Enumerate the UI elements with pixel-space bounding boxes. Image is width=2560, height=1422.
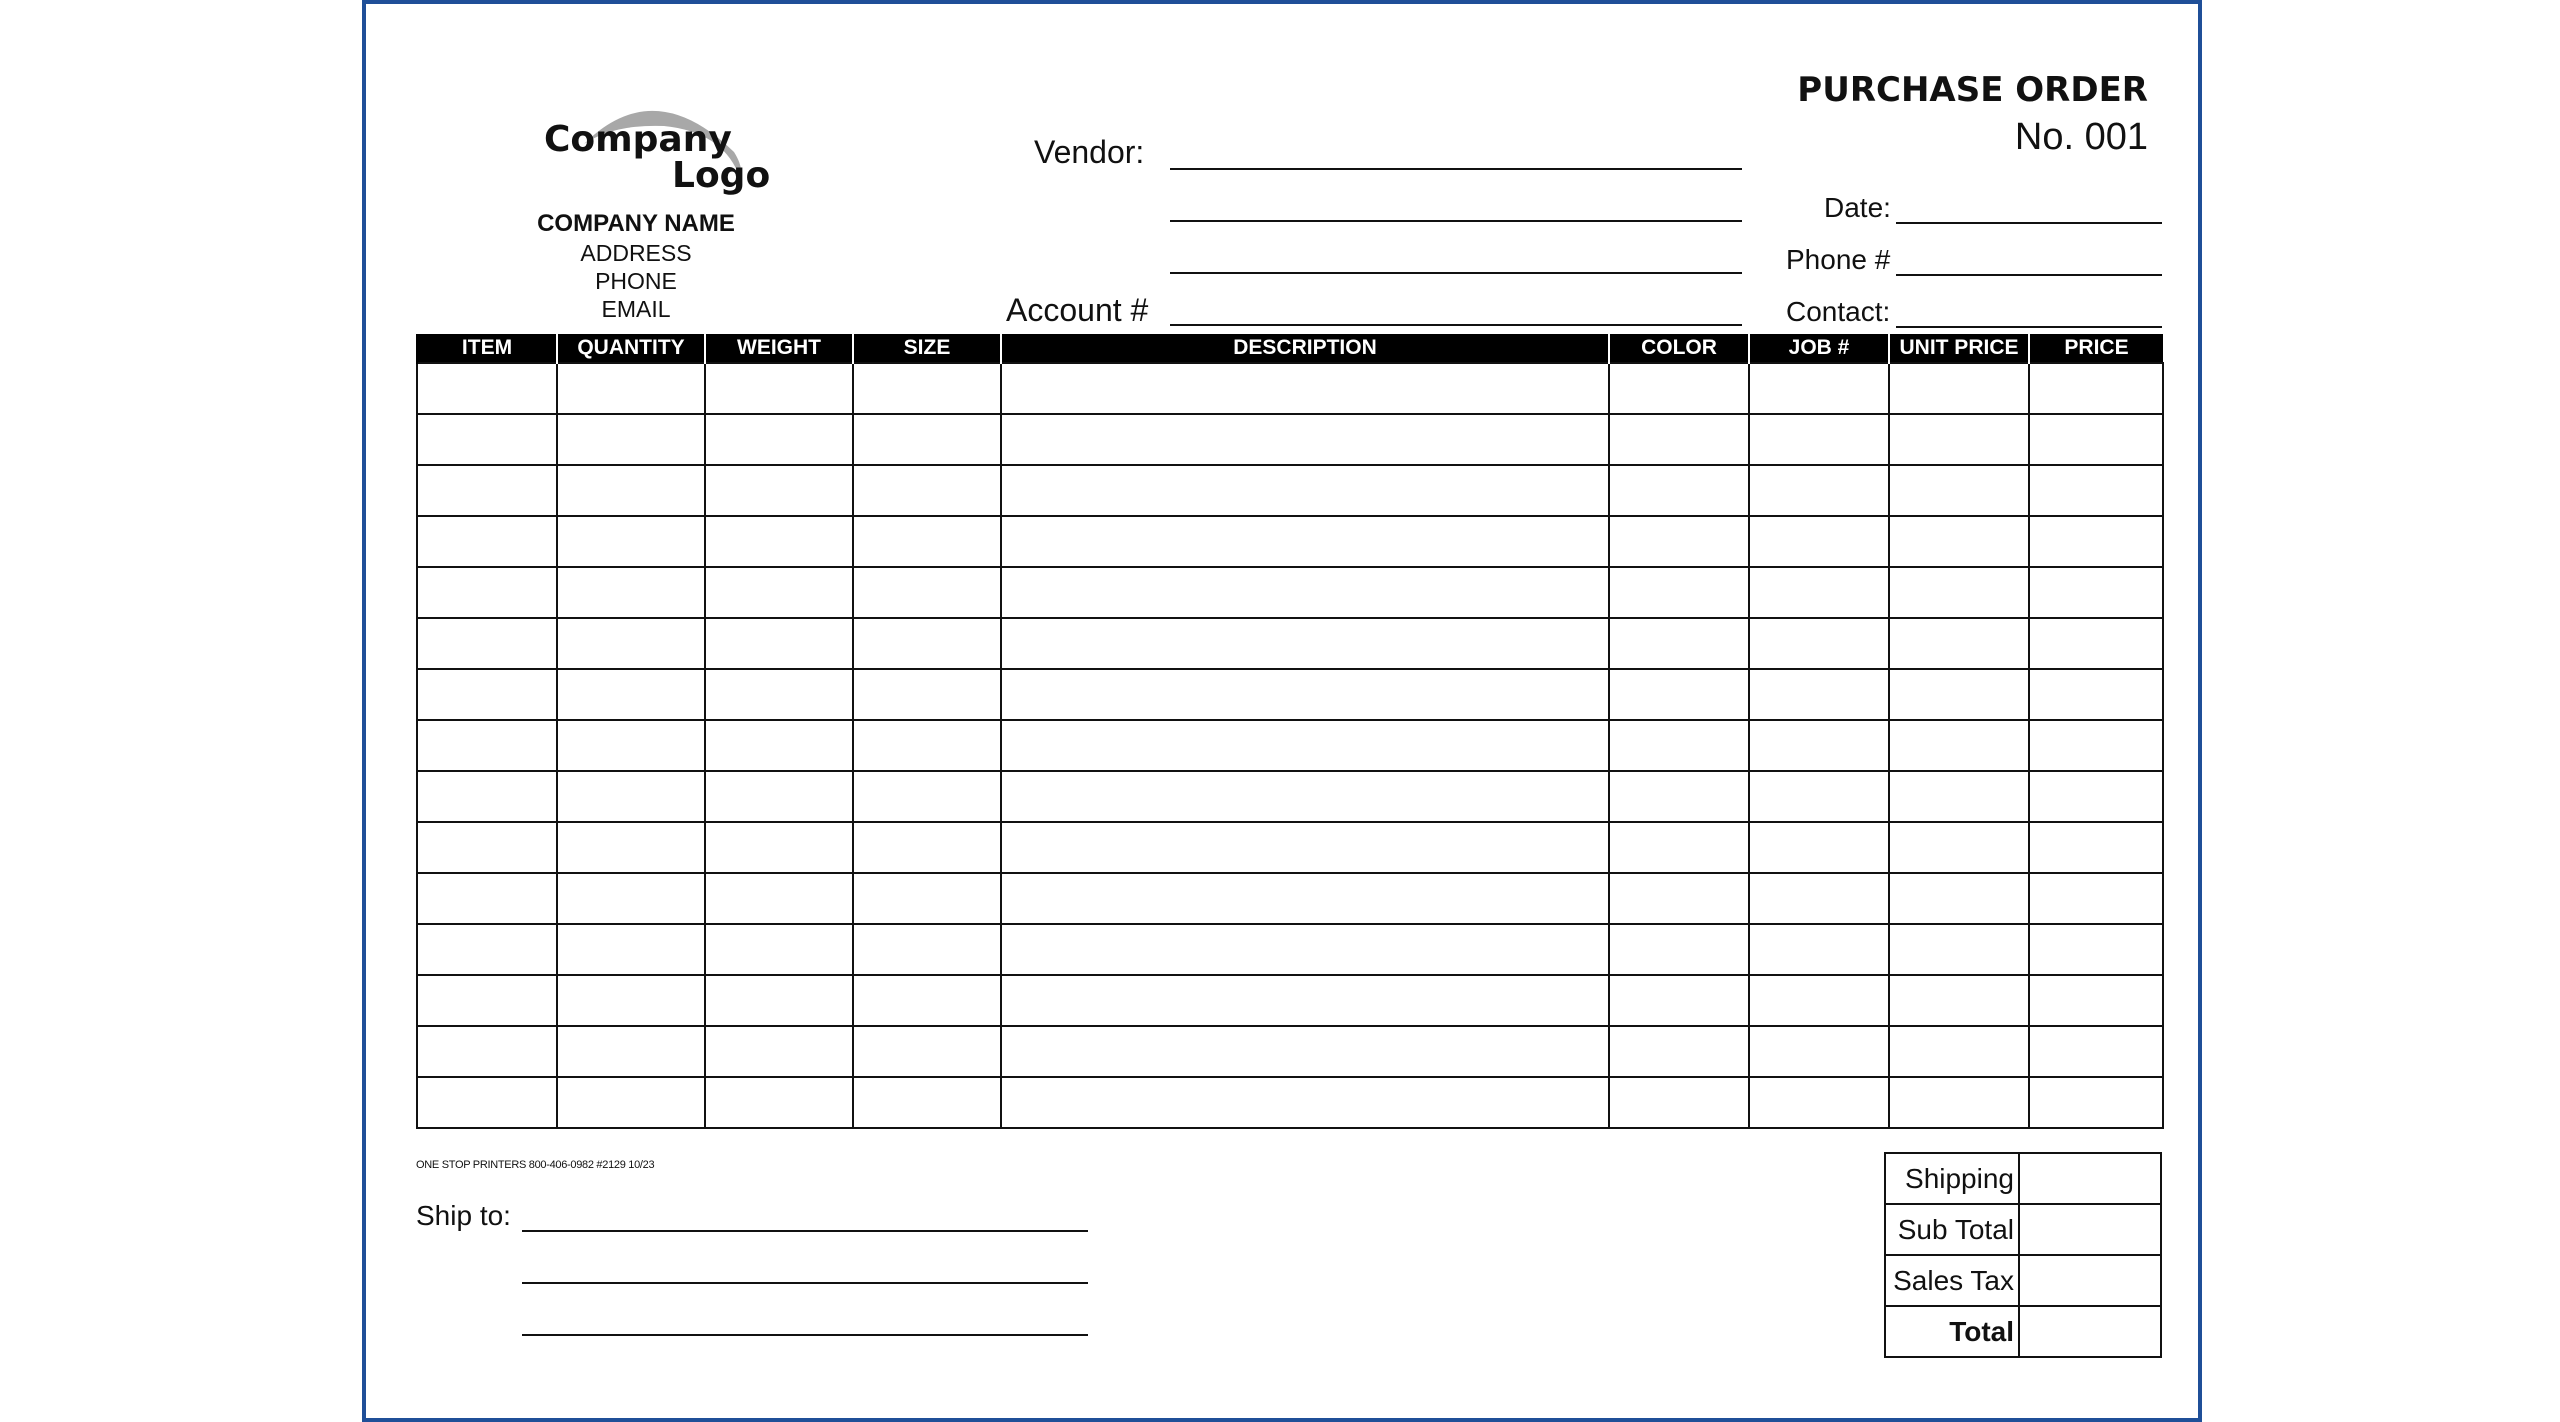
- purchase-order-sheet: [362, 0, 2202, 1422]
- table-row: [417, 1077, 2163, 1128]
- table-cell[interactable]: [1609, 669, 1749, 720]
- col-header-item: ITEM: [417, 334, 557, 363]
- table-cell[interactable]: [1889, 669, 2029, 720]
- table-cell[interactable]: [853, 924, 1001, 975]
- table-cell[interactable]: [557, 1077, 705, 1128]
- table-cell[interactable]: [1889, 771, 2029, 822]
- table-cell[interactable]: [705, 873, 853, 924]
- table-cell[interactable]: [557, 516, 705, 567]
- table-cell[interactable]: [853, 669, 1001, 720]
- table-row: [417, 873, 2163, 924]
- total-value-cell[interactable]: [2019, 1306, 2161, 1357]
- col-header-size: SIZE: [853, 334, 1001, 363]
- ship-to-line-2[interactable]: [522, 1282, 1088, 1284]
- table-row: [417, 975, 2163, 1026]
- table-cell[interactable]: [1001, 669, 1609, 720]
- table-cell[interactable]: [705, 975, 853, 1026]
- table-cell[interactable]: [1001, 567, 1609, 618]
- table-cell[interactable]: [853, 516, 1001, 567]
- table-cell[interactable]: [1609, 822, 1749, 873]
- table-cell[interactable]: [705, 618, 853, 669]
- table-cell[interactable]: [417, 567, 557, 618]
- vendor-line-3[interactable]: [1170, 272, 1742, 274]
- table-cell[interactable]: [1001, 618, 1609, 669]
- company-phone: PHONE: [595, 268, 677, 294]
- shipping-label: Shipping: [1885, 1153, 2019, 1204]
- table-cell[interactable]: [2029, 567, 2163, 618]
- table-cell[interactable]: [853, 771, 1001, 822]
- table-cell[interactable]: [853, 618, 1001, 669]
- subtotal-value-cell[interactable]: [2019, 1204, 2161, 1255]
- company-logo: [544, 82, 774, 202]
- logo-text-company: Company: [544, 119, 732, 160]
- table-cell[interactable]: [1889, 618, 2029, 669]
- table-row: [417, 414, 2163, 465]
- table-cell[interactable]: [705, 924, 853, 975]
- table-cell[interactable]: [417, 720, 557, 771]
- table-cell[interactable]: [1749, 618, 1889, 669]
- table-cell[interactable]: [705, 414, 853, 465]
- table-cell[interactable]: [853, 363, 1001, 414]
- table-cell[interactable]: [557, 924, 705, 975]
- table-cell[interactable]: [705, 1077, 853, 1128]
- table-cell[interactable]: [1609, 465, 1749, 516]
- table-cell[interactable]: [1749, 822, 1889, 873]
- table-cell[interactable]: [1609, 1026, 1749, 1077]
- table-cell[interactable]: [1609, 363, 1749, 414]
- table-cell[interactable]: [2029, 516, 2163, 567]
- table-cell[interactable]: [853, 465, 1001, 516]
- contact-label: Contact:: [1786, 296, 1891, 327]
- document-title: PURCHASE ORDER: [1797, 70, 2148, 110]
- table-cell[interactable]: [705, 1026, 853, 1077]
- col-header-weight: WEIGHT: [705, 334, 853, 363]
- table-cell[interactable]: [1001, 873, 1609, 924]
- table-cell[interactable]: [417, 771, 557, 822]
- sales-tax-label: Sales Tax: [1885, 1255, 2019, 1306]
- table-cell[interactable]: [1001, 1077, 1609, 1128]
- totals-row-subtotal: [1885, 1204, 2161, 1255]
- table-cell[interactable]: [1889, 1077, 2029, 1128]
- phone-label: Phone #: [1786, 244, 1891, 275]
- table-cell[interactable]: [417, 363, 557, 414]
- table-cell[interactable]: [557, 618, 705, 669]
- table-cell[interactable]: [705, 669, 853, 720]
- table-cell[interactable]: [417, 873, 557, 924]
- table-row: [417, 1026, 2163, 1077]
- account-label: Account #: [1006, 292, 1149, 328]
- ship-to-label: Ship to:: [416, 1200, 511, 1231]
- col-header-unit-price: UNIT PRICE: [1889, 334, 2029, 363]
- table-cell[interactable]: [853, 822, 1001, 873]
- col-header-quantity: QUANTITY: [557, 334, 705, 363]
- table-cell[interactable]: [2029, 822, 2163, 873]
- table-cell[interactable]: [2029, 363, 2163, 414]
- table-cell[interactable]: [1749, 975, 1889, 1026]
- totals-row-total: [1885, 1306, 2161, 1357]
- table-cell[interactable]: [1749, 720, 1889, 771]
- table-cell[interactable]: [2029, 669, 2163, 720]
- table-cell[interactable]: [1001, 414, 1609, 465]
- table-cell[interactable]: [1001, 822, 1609, 873]
- table-cell[interactable]: [1889, 567, 2029, 618]
- table-cell[interactable]: [2029, 465, 2163, 516]
- table-cell[interactable]: [853, 975, 1001, 1026]
- table-cell[interactable]: [1609, 771, 1749, 822]
- table-cell[interactable]: [705, 516, 853, 567]
- table-row: [417, 771, 2163, 822]
- table-cell[interactable]: [417, 516, 557, 567]
- table-cell[interactable]: [417, 1026, 557, 1077]
- table-cell[interactable]: [2029, 618, 2163, 669]
- table-cell[interactable]: [1609, 720, 1749, 771]
- table-cell[interactable]: [1001, 720, 1609, 771]
- table-cell[interactable]: [417, 975, 557, 1026]
- table-cell[interactable]: [417, 1077, 557, 1128]
- table-cell[interactable]: [1889, 873, 2029, 924]
- table-cell[interactable]: [705, 822, 853, 873]
- table-cell[interactable]: [557, 720, 705, 771]
- po-number: No. 001: [2014, 116, 2148, 158]
- table-cell[interactable]: [2029, 1026, 2163, 1077]
- company-email: EMAIL: [601, 296, 671, 322]
- table-cell[interactable]: [557, 873, 705, 924]
- totals-row-shipping: [1885, 1153, 2161, 1204]
- table-cell[interactable]: [1001, 924, 1609, 975]
- table-cell[interactable]: [2029, 414, 2163, 465]
- table-cell[interactable]: [1889, 720, 2029, 771]
- table-cell[interactable]: [1749, 1026, 1889, 1077]
- table-row: [417, 618, 2163, 669]
- table-cell[interactable]: [557, 567, 705, 618]
- logo-text-logo: Logo: [672, 155, 771, 196]
- table-cell[interactable]: [1609, 567, 1749, 618]
- ship-to-line-3[interactable]: [522, 1334, 1088, 1336]
- table-cell[interactable]: [705, 465, 853, 516]
- table-cell[interactable]: [853, 1077, 1001, 1128]
- date-line[interactable]: [1896, 222, 2162, 224]
- table-cell[interactable]: [417, 465, 557, 516]
- table-cell[interactable]: [1889, 822, 2029, 873]
- totals-row-sales-tax: [1885, 1255, 2161, 1306]
- items-table-body: [417, 363, 2163, 1128]
- table-cell[interactable]: [1609, 516, 1749, 567]
- table-cell[interactable]: [1889, 924, 2029, 975]
- table-cell[interactable]: [1749, 465, 1889, 516]
- table-cell[interactable]: [2029, 771, 2163, 822]
- printer-note: ONE STOP PRINTERS 800-406-0982 #2129 10/23: [416, 1159, 655, 1171]
- items-table: [416, 334, 2164, 1129]
- table-cell[interactable]: [853, 1026, 1001, 1077]
- col-header-description: DESCRIPTION: [1001, 334, 1609, 363]
- table-cell[interactable]: [1001, 1026, 1609, 1077]
- table-cell[interactable]: [417, 618, 557, 669]
- total-label: Total: [1885, 1306, 2019, 1357]
- col-header-price: PRICE: [2029, 334, 2163, 363]
- vendor-line-1[interactable]: [1170, 168, 1742, 170]
- table-header-row: [417, 334, 2163, 363]
- totals-table: [1884, 1152, 2162, 1358]
- table-cell[interactable]: [557, 771, 705, 822]
- table-cell[interactable]: [705, 567, 853, 618]
- table-cell[interactable]: [853, 414, 1001, 465]
- table-cell[interactable]: [1609, 924, 1749, 975]
- account-line[interactable]: [1170, 324, 1742, 326]
- sales-tax-value-cell[interactable]: [2019, 1255, 2161, 1306]
- table-cell[interactable]: [2029, 975, 2163, 1026]
- table-cell[interactable]: [557, 975, 705, 1026]
- col-header-job: JOB #: [1749, 334, 1889, 363]
- vendor-label: Vendor:: [1034, 134, 1145, 170]
- table-cell[interactable]: [2029, 720, 2163, 771]
- table-cell[interactable]: [1001, 465, 1609, 516]
- table-row: [417, 822, 2163, 873]
- col-header-color: COLOR: [1609, 334, 1749, 363]
- table-cell[interactable]: [1749, 414, 1889, 465]
- table-cell[interactable]: [2029, 873, 2163, 924]
- table-cell[interactable]: [417, 414, 557, 465]
- table-cell[interactable]: [1001, 771, 1609, 822]
- subtotal-label: Sub Total: [1885, 1204, 2019, 1255]
- table-cell[interactable]: [1001, 363, 1609, 414]
- table-cell[interactable]: [1749, 873, 1889, 924]
- table-row: [417, 720, 2163, 771]
- table-cell[interactable]: [1889, 975, 2029, 1026]
- table-cell[interactable]: [417, 669, 557, 720]
- table-cell[interactable]: [557, 414, 705, 465]
- table-cell[interactable]: [1889, 516, 2029, 567]
- company-name: COMPANY NAME: [537, 210, 735, 237]
- table-cell[interactable]: [557, 822, 705, 873]
- table-cell[interactable]: [1749, 516, 1889, 567]
- table-cell[interactable]: [1609, 975, 1749, 1026]
- table-row: [417, 363, 2163, 414]
- shipping-value-cell[interactable]: [2019, 1153, 2161, 1204]
- table-cell[interactable]: [853, 567, 1001, 618]
- table-cell[interactable]: [853, 720, 1001, 771]
- table-row: [417, 516, 2163, 567]
- table-cell[interactable]: [1001, 975, 1609, 1026]
- table-cell[interactable]: [417, 924, 557, 975]
- table-cell[interactable]: [1749, 771, 1889, 822]
- table-cell[interactable]: [557, 363, 705, 414]
- table-cell[interactable]: [853, 873, 1001, 924]
- table-cell[interactable]: [1609, 618, 1749, 669]
- table-cell[interactable]: [1749, 567, 1889, 618]
- table-row: [417, 465, 2163, 516]
- table-cell[interactable]: [1749, 1077, 1889, 1128]
- table-cell[interactable]: [1889, 414, 2029, 465]
- table-row: [417, 567, 2163, 618]
- table-cell[interactable]: [1889, 363, 2029, 414]
- date-label: Date:: [1824, 192, 1891, 223]
- company-address: ADDRESS: [580, 240, 692, 266]
- table-cell[interactable]: [1889, 465, 2029, 516]
- table-cell[interactable]: [705, 363, 853, 414]
- table-row: [417, 924, 2163, 975]
- table-cell[interactable]: [417, 822, 557, 873]
- contact-line[interactable]: [1896, 326, 2162, 328]
- table-cell[interactable]: [1609, 414, 1749, 465]
- table-cell[interactable]: [557, 465, 705, 516]
- table-cell[interactable]: [2029, 924, 2163, 975]
- table-cell[interactable]: [1001, 516, 1609, 567]
- table-cell[interactable]: [1889, 1026, 2029, 1077]
- table-cell[interactable]: [557, 1026, 705, 1077]
- table-cell[interactable]: [2029, 1077, 2163, 1128]
- table-cell[interactable]: [1749, 924, 1889, 975]
- phone-line[interactable]: [1896, 274, 2162, 276]
- table-cell[interactable]: [1749, 363, 1889, 414]
- table-cell[interactable]: [557, 669, 705, 720]
- table-row: [417, 669, 2163, 720]
- table-cell[interactable]: [705, 771, 853, 822]
- table-cell[interactable]: [1749, 669, 1889, 720]
- vendor-line-2[interactable]: [1170, 220, 1742, 222]
- table-cell[interactable]: [705, 720, 853, 771]
- table-cell[interactable]: [1609, 873, 1749, 924]
- ship-to-line-1[interactable]: [522, 1230, 1088, 1232]
- table-cell[interactable]: [1609, 1077, 1749, 1128]
